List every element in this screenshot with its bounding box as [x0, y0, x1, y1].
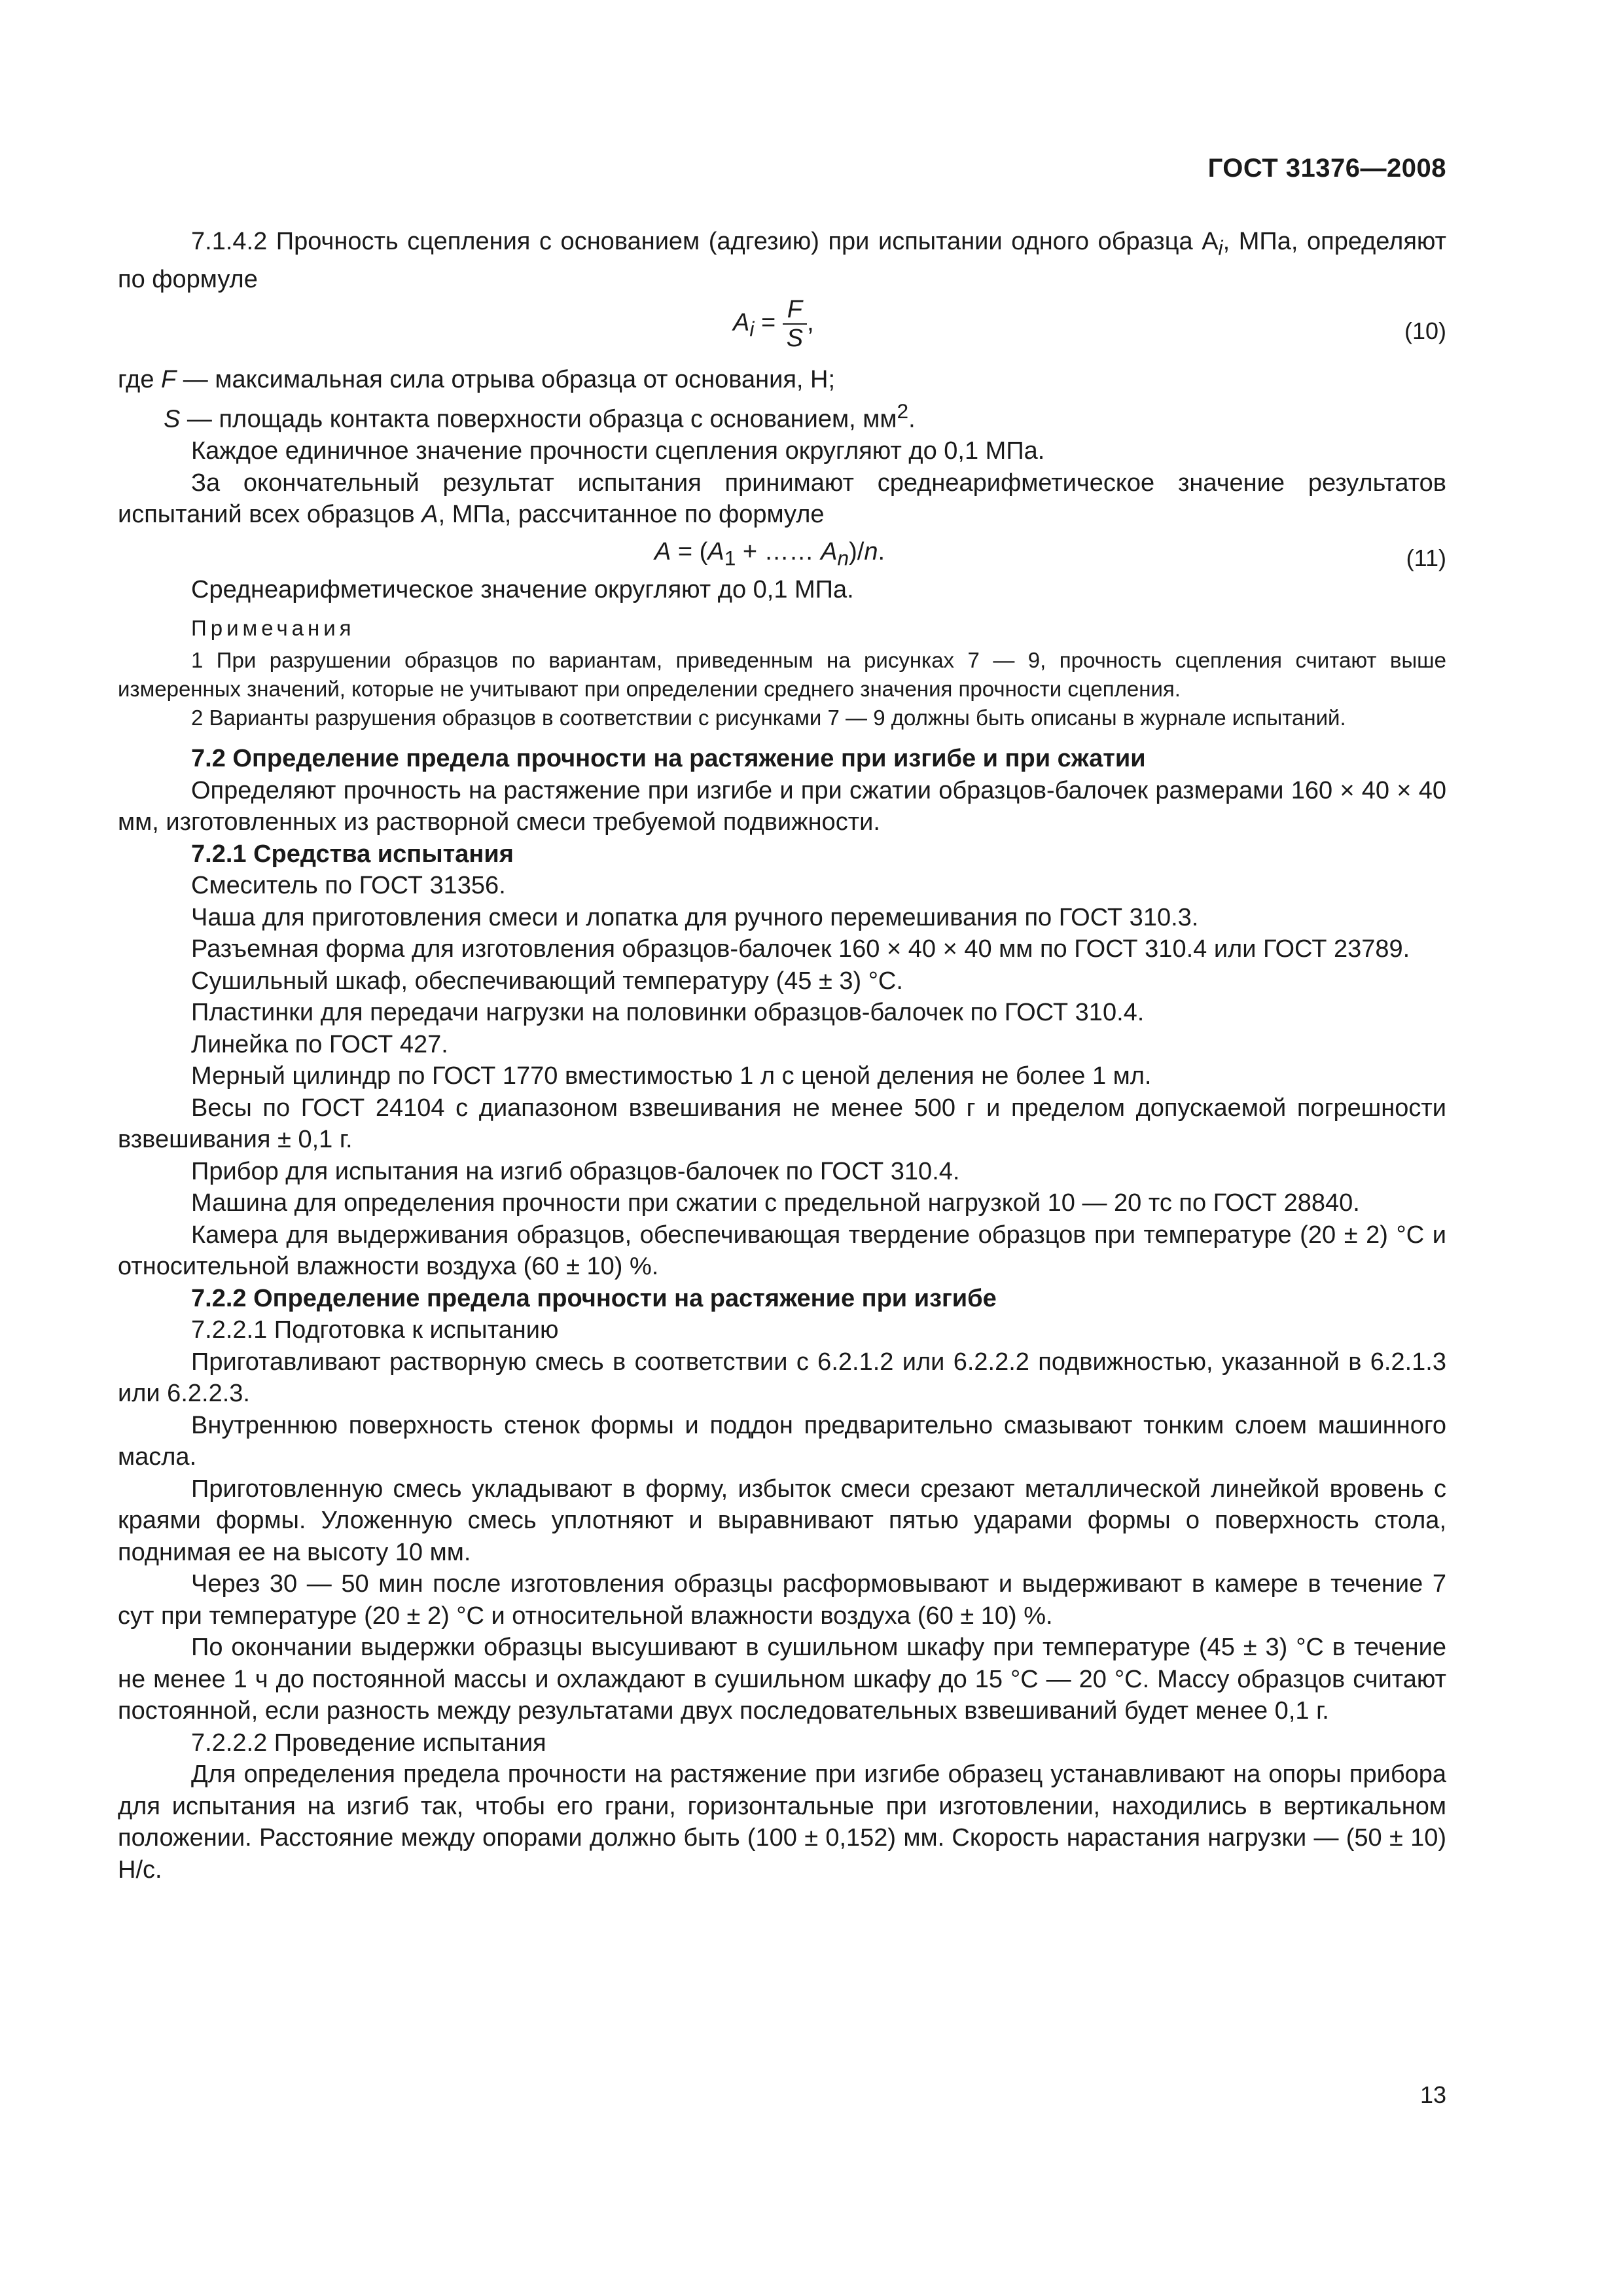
page-content — [118, 226, 1446, 1886]
formula-10-lhs: A — [733, 308, 750, 336]
paragraph-7-2: Определяют прочность на растяжение при изгибе и при сжатии образцов-балочек размерами 160 × 40 × 40 мм, изготовленных из растворной смеси требуемой подвижности. — [118, 776, 1446, 836]
paragraph-final-result: За окончательный результат испытания принимают среднеарифметическое значение результатов испытаний всех образцов A, МПа, рассчитанное по формуле — [118, 469, 1446, 529]
definition-f: где F — максимальная сила отрыва образца от основания, Н; — [118, 365, 836, 393]
paragraph-curing: Через 30 — 50 мин после изготовления образцы расформовывают и выдерживают в камере в течение 7 сут при температуре (20 ± 2) °С и относительной влажности воздуха (60 ± 10) %. — [118, 1570, 1446, 1630]
equipment-item: Весы по ГОСТ 24104 с диапазоном взвешивания не менее 500 г и пределом допускаемой погрешности взвешивания ± 0,1 г. — [118, 1094, 1446, 1154]
equipment-item: Сушильный шкаф, обеспечивающий температуру (45 ± 3) °С. — [191, 967, 903, 995]
document-page — [118, 0, 1446, 2296]
heading-7-2-2-2: 7.2.2.2 Проведение испытания — [191, 1729, 546, 1757]
page-number: 13 — [1419, 2081, 1446, 2108]
equipment-item: Мерный цилиндр по ГОСТ 1770 вместимостью 1 л с ценой деления не более 1 мл. — [191, 1062, 1152, 1090]
paragraph-round-single: Каждое единичное значение прочности сцепления округляют до 0,1 МПа. — [191, 437, 1045, 465]
paragraph-oil: Внутреннюю поверхность стенок формы и поддон предварительно смазывают тонким слоем машинного масла. — [118, 1411, 1446, 1471]
formula-11: $A = (A_1$ + …… $A_n)/n$. (11) — [118, 531, 1446, 574]
equipment-item: Прибор для испытания на изгиб образцов-балочек по ГОСТ 310.4. — [191, 1157, 960, 1185]
formula-11-number: (11) — [1406, 544, 1446, 571]
heading-7-2: 7.2 Определение предела прочности на растяжение при изгибе и при сжатии — [191, 745, 1146, 773]
equipment-item: Разъемная форма для изготовления образцов-балочек 160 × 40 × 40 мм по ГОСТ 310.4 или ГОСТ 23789. — [191, 935, 1410, 963]
document-code: ГОСТ 31376—2008 — [1207, 154, 1446, 183]
formula-10-fraction: $\frac{F}{S}$ — [783, 296, 807, 352]
paragraph-7-1-4-2: 7.1.4.2 Прочность сцепления с основанием (адгезию) при испытании одного образца $A_i$, МПа, определяют по формуле — [118, 228, 1446, 294]
equipment-item: Машина для определения прочности при сжатии с предельной нагрузкой 10 — 20 тс по ГОСТ 28840. — [191, 1189, 1360, 1217]
definition-s: S — площадь контакта поверхности образца с основанием, $мм^2$. — [164, 399, 916, 433]
paragraph-prep-mix: Приготавливают растворную смесь в соответствии с 6.2.1.2 или 6.2.2.2 подвижностью, указанной в 6.2.1.3 или 6.2.2.3. — [118, 1348, 1446, 1408]
equipment-item: Камера для выдерживания образцов, обеспечивающая твердение образцов при температуре (20 ± 2) °С и относительной влажности воздуха (60 ± 10) %. — [118, 1221, 1446, 1281]
equipment-item: Линейка по ГОСТ 427. — [191, 1030, 448, 1058]
equipment-item: Смеситель по ГОСТ 31356. — [191, 872, 506, 900]
formula-10: $A_i$ = $\frac{F}{S}$ , (10) — [733, 295, 1446, 352]
paragraph-drying: По окончании выдержки образцы высушивают в сушильном шкафу при температуре (45 ± 3) °С в течение не менее 1 ч до постоянной массы и охлаждают в сушильном шкафу до 15 °С — 20 °С. Массу образцов считают постоянной, если разность между результатами двух последовательных взвешиваний будет менее 0,1 г. — [118, 1634, 1446, 1725]
heading-7-2-2-1: 7.2.2.1 Подготовка к испытанию — [191, 1316, 559, 1344]
paragraph-testing: Для определения предела прочности на растяжение при изгибе образец устанавливают на опоры прибора для испытания на изгиб так, чтобы его грани, горизонтальные при изготовлении, находились в вертикальном положении. Расстояние между опорами должно быть (100 ± 0,152) мм. Скорость нарастания нагрузки — (50 ± 10) Н/с. — [118, 1761, 1446, 1884]
note-2: 2 Варианты разрушения образцов в соответствии с рисунками 7 — 9 должны быть описаны в журнале испытаний. — [191, 706, 1346, 730]
formula-10-number: (10) — [1404, 317, 1446, 344]
equipment-item: Чаша для приготовления смеси и лопатка для ручного перемешивания по ГОСТ 310.3. — [191, 903, 1199, 931]
heading-7-2-2: 7.2.2 Определение предела прочности на растяжение при изгибе — [191, 1284, 997, 1312]
paragraph-compaction: Приготовленную смесь укладывают в форму, избыток смеси срезают металлической линейкой вровень с краями формы. Уложенную смесь уплотняют и выравнивают пятью ударами формы о поверхность стола, поднимая ее на высоту 10 мм. — [118, 1475, 1446, 1566]
heading-7-2-1: 7.2.1 Средства испытания — [191, 840, 514, 868]
notes-title: Примечания — [191, 616, 355, 641]
note-1: 1 При разрушении образцов по вариантам, приведенным на рисунках 7 — 9, прочность сцепления считают выше измеренных значений, которые не учитывают при определении среднего значения прочности сцепления. — [118, 648, 1446, 702]
paragraph-round-mean: Среднеарифметическое значение округляют до 0,1 МПа. — [191, 575, 854, 603]
equipment-item: Пластинки для передачи нагрузки на половинки образцов-балочек по ГОСТ 310.4. — [191, 999, 1145, 1027]
